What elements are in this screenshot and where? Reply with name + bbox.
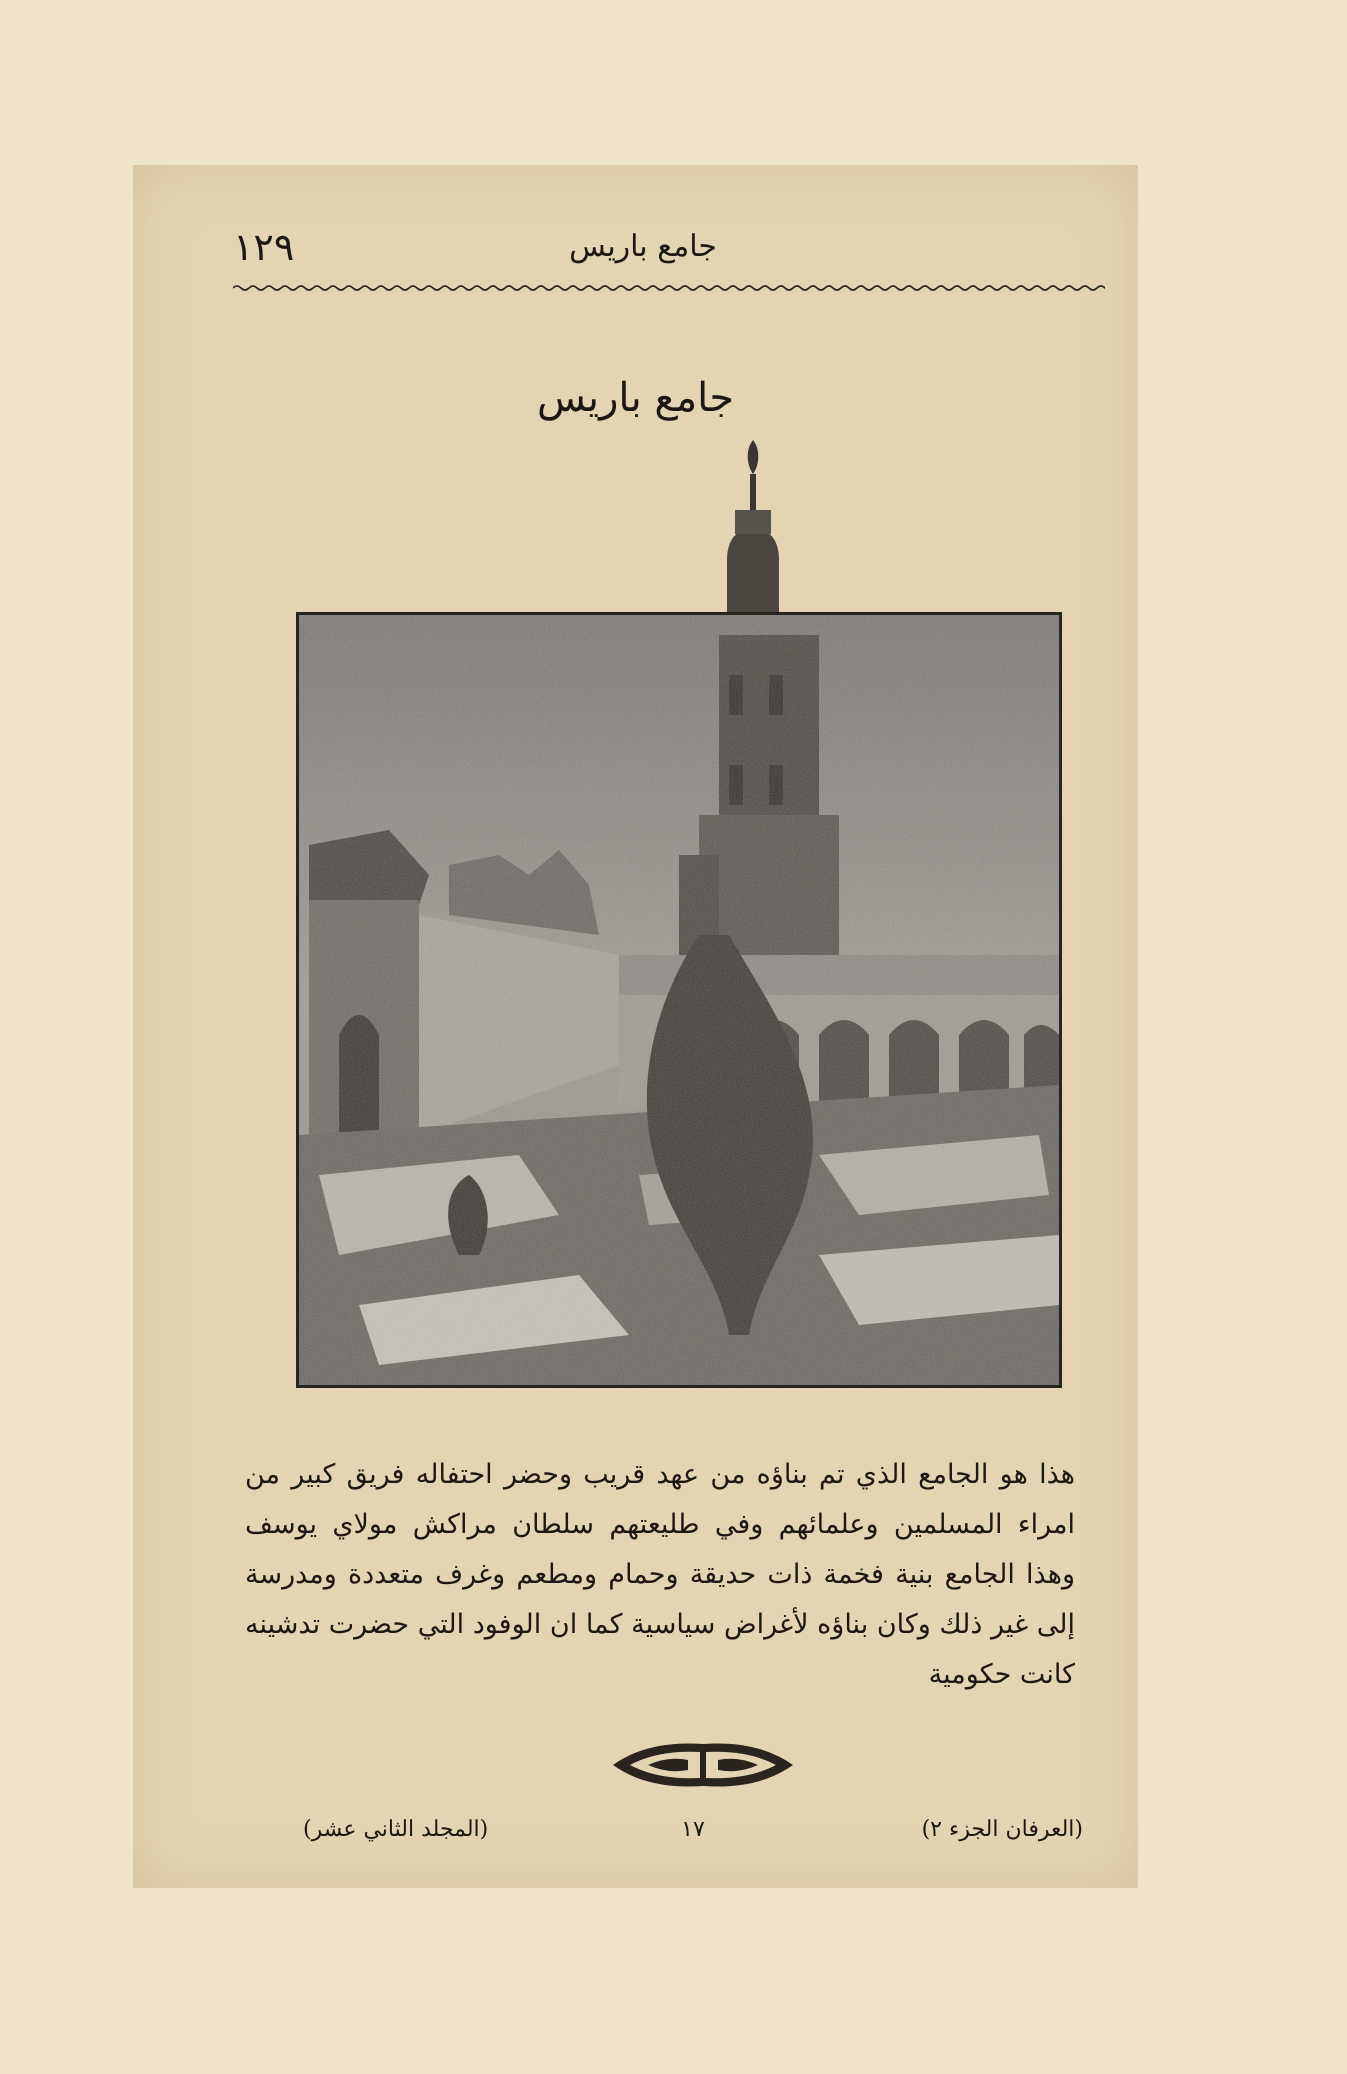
running-title: جامع باريس xyxy=(569,229,717,264)
article-body: هذا هو الجامع الذي تم بناؤه من عهد قريب وحضر احتفاله فريق كبير من امراء المسلمين وعلمائهم وفي طليعتهم سلطان مراكش مولاي يوسف وهذا الجامع بنية فخمة ذات حديقة وحمام ومطعم وغرف متعددة ومدرسة إلى غير ذلك وكان بناؤه لأغراض سياسية كما ان الوفود التي حضرت تدشينه كانت حكومية xyxy=(245,1459,1075,1690)
decorative-ornament xyxy=(608,1740,798,1790)
minaret-finial xyxy=(723,440,783,620)
page-number: ١٢٩ xyxy=(233,225,295,269)
article-title: جامع باريس xyxy=(536,375,735,421)
running-header xyxy=(233,225,1053,275)
page-footer xyxy=(303,1817,1083,1857)
header-wavy-rule xyxy=(233,283,1105,293)
footer-journal: (العرفان الجزء ٢) xyxy=(921,1817,1083,1842)
magazine-page xyxy=(133,165,1138,1888)
footer-signature-number: ١٧ xyxy=(681,1817,705,1842)
mosque-courtyard-image xyxy=(299,615,1059,1385)
footer-volume: (المجلد الثاني عشر) xyxy=(303,1817,489,1842)
mosque-photograph xyxy=(296,612,1062,1388)
